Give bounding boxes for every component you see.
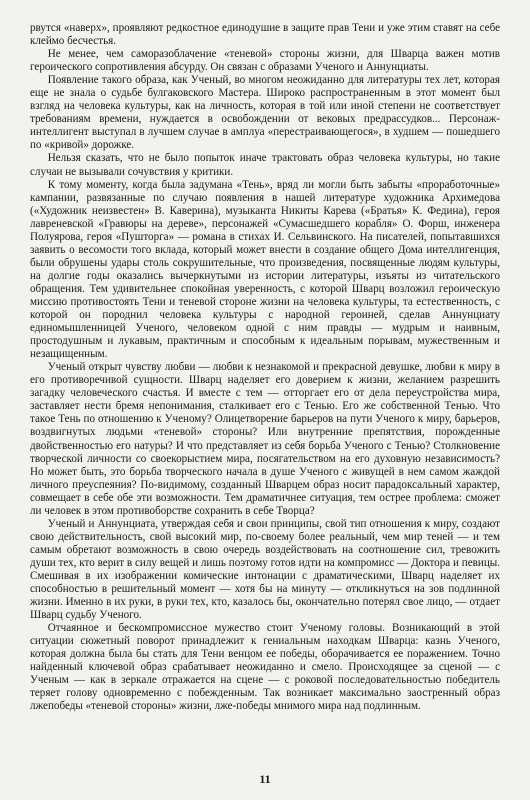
paragraph: К тому моменту, когда была задумана «Тень», вряд ли могли быть забыты «проработочные» кампании, развязанные по случаю появления в нашей литературе художника Архимедова («Художник неизвестен» В. Каверина), музыканта Никиты Карева («Братья» К. Федина), героя лавреневской «Гравюры на дереве», персонажей «Сумасшедшего корабля» О. Форш, инженера Полуярова, героя «Пушторга» — романа в стихах И. Сельвинского. На писателей, попытавшихся заявить о весомости того вклада, который может внести в создание общего Дома интеллигенция, были обрушены удары столь сокрушительные, что произведения, посвященные людям культуры, на долгие годы оказались вычеркнутыми из истории литературы, изъяты из читательского обращения. Тем удивительнее спокойная уверенность, с которой Шварц возложил героическую миссию противостоять Тени и теневой стороне жизни на человека культуры, та естественность, с которой он породнил человека культуры с народной героиней, сделав Аннунциату единомышленницей Ученого, человеком одной с ним правды — мудрым и наивным, простодушным и лукавым, практичным и способным к идеальным порывам, мужественным и незащищенным.: [30, 178, 500, 361]
paragraph: Нельзя сказать, что не было попыток иначе трактовать образ человека культуры, но такие случаи не вызывали сочувствия у критики.: [30, 152, 500, 178]
paragraph: Появление такого образа, как Ученый, во многом неожиданно для литературы тех лет, которая еще не знала о судьбе булгаковского Мастера. Широко распространенным в этот момент был взгляд на человека культуры, как на личность, которая в той или иной степени не соответствует требованиям времени, нуждается в освобождении от вековых предрассудков... Персонаж-интеллигент выступал в лучшем случае в амплуа «перестраивающегося», в худшем — пошедшего по «кривой» дорожке.: [30, 74, 500, 152]
paragraph: Ученый и Аннунциата, утверждая себя и свои принципы, свой тип отношения к миру, создают свою действительность, свой высокий мир, по-своему более реальный, чем мир теней — и тем самым обретают возможность в свою очередь воздействовать на соотношение сил, тревожить души тех, кто верит в силу вещей и лишь поэтому готов идти на компромисс — Доктора и певицы. Смешивая в их изображении комические интонации с драматическими, Шварц наделяет их способностью в решительный момент — хотя бы на минуту — откликнуться на зов подлинной жизни. Именно в их руки, в руки тех, кто, казалось бы, окончательно потерял свое лицо, — отдает Шварц судьбу Ученого.: [30, 517, 500, 622]
paragraph: Ученый открыт чувству любви — любви к незнакомой и прекрасной девушке, любви к миру в его противоречивой сущности. Шварц наделяет его доверием к жизни, желанием разрешить загадку человеческого счастья. И вместе с тем — отторгает его от дела переустройства мира, заставляет нести бремя непонимания, сталкивает его с Тенью. Его же собственной Тенью. Что такое Тень по отношению к Ученому? Олицетворение барьеров на пути Ученого к миру, барьеров, воздвигнутых людьми «теневой» стороны? Или внутренние препятствия, порожденные двойственностью его натуры? И что представляет из себя борьба Ученого с Тенью? Столкновение творческой личности со своекорыстием мира, посягательством на его духовную независимость? Но может быть, это борьба творческого начала в душе Ученого с живущей в нем самом жаждой личного преуспеяния? По-видимому, созданный Шварцем образ носит парадоксальный характер, совмещает в себе обе эти возможности. Тем драматичнее ситуация, тем острее проблема: сможет ли человек в этом противоборстве сохранить в себе Творца?: [30, 361, 500, 517]
body-text: [30, 22, 500, 713]
paragraph: Отчаянное и бескомпромиссное мужество стоит Ученому головы. Возникающий в этой ситуации сюжетный поворот принадлежит к гениальным находкам Шварца: казнь Ученого, которая должна была бы стать для Тени венцом ее победы, оборачивается ее поражением. Точно найденный ключевой образ срабатывает неожиданно и смело. Происходящее за сценой — с Ученым — как в зеркале отражается на сцене — с роковой последовательностью победитель теряет голову одновременно с побежденным. Так возникает максимально заостренный образ лжепобеды «теневой стороны» жизни, лже-победы мнимого мира над подлинным.: [30, 622, 500, 713]
paragraph: Не менее, чем саморазоблачение «теневой» стороны жизни, для Шварца важен мотив героического сопротивления абсурду. Он связан с образами Ученого и Аннунциаты.: [30, 48, 500, 74]
paragraph-continuation: рвутся «наверх», проявляют редкостное единодушие в защите прав Тени и уже этим ставят на себе клеймо бесчестья.: [30, 22, 500, 48]
page-number: 11: [259, 772, 271, 786]
